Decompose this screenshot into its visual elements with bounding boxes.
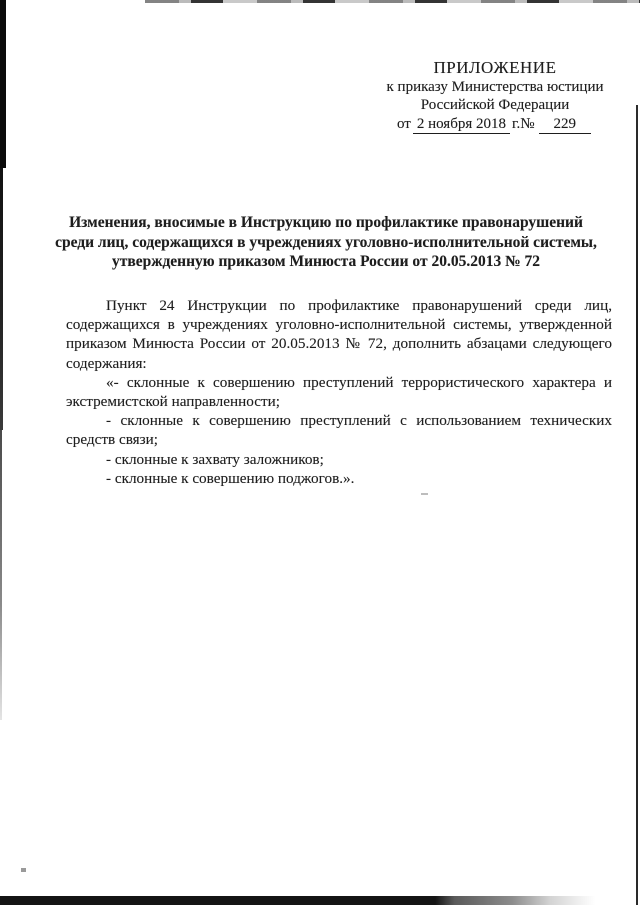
- approval-header: [372, 58, 618, 134]
- header-appendix-label: ПРИЛОЖЕНИЕ: [433, 58, 557, 77]
- header-order-line: к приказу Министерства юстиции: [386, 79, 604, 95]
- amendment-item: - склонные к захвату заложников;: [106, 450, 324, 468]
- order-date-value: 2 ноября 2018: [413, 115, 510, 134]
- scan-artifact-left-edge-middle: [0, 168, 3, 430]
- body-paragraph: Пункт 24 Инструкции по профилактике правонарушений среди лиц, содержащихся в учреждениях уголовно-исполнительной системы, утвержденной приказом Минюста России от 20.05.2013 № 72, дополнить абзацами следующего содержания:: [66, 297, 612, 372]
- order-number-value: 229: [539, 115, 592, 134]
- document-title: [40, 213, 612, 272]
- date-prefix: от: [396, 116, 411, 132]
- amendment-item: - склонные к совершению поджогов.».: [106, 469, 355, 487]
- scan-artifact-left-edge-lower: [0, 430, 2, 720]
- amendment-item: - склонные к совершению преступлений с использованием технических средств связи;: [66, 412, 612, 449]
- number-prefix: г.№: [512, 116, 535, 132]
- scan-artifact-left-edge-top: [0, 0, 6, 168]
- header-federation-line: Российской Федерации: [420, 97, 570, 113]
- title-line: среди лиц, содержащихся в учреждениях уголовно-исполнительной системы,: [55, 233, 597, 251]
- amendment-item: «- склонные к совершению преступлений террористического характера и экстремистской направленности;: [66, 373, 612, 411]
- scan-artifact-bottom-edge-bar: [0, 896, 640, 905]
- scan-artifact-top-edge-line: [145, 0, 640, 3]
- title-line: Изменения, вносимые в Инструкцию по профилактике правонарушений: [69, 214, 583, 231]
- scan-artifact-speck: [21, 868, 26, 872]
- scan-artifact-speck: [421, 493, 428, 495]
- title-line: утвержденную приказом Минюста России от 20.05.2013 № 72: [111, 253, 541, 270]
- scan-artifact-right-edge-line: [636, 105, 638, 905]
- document-body: [66, 296, 612, 488]
- header-date-line: [372, 115, 618, 134]
